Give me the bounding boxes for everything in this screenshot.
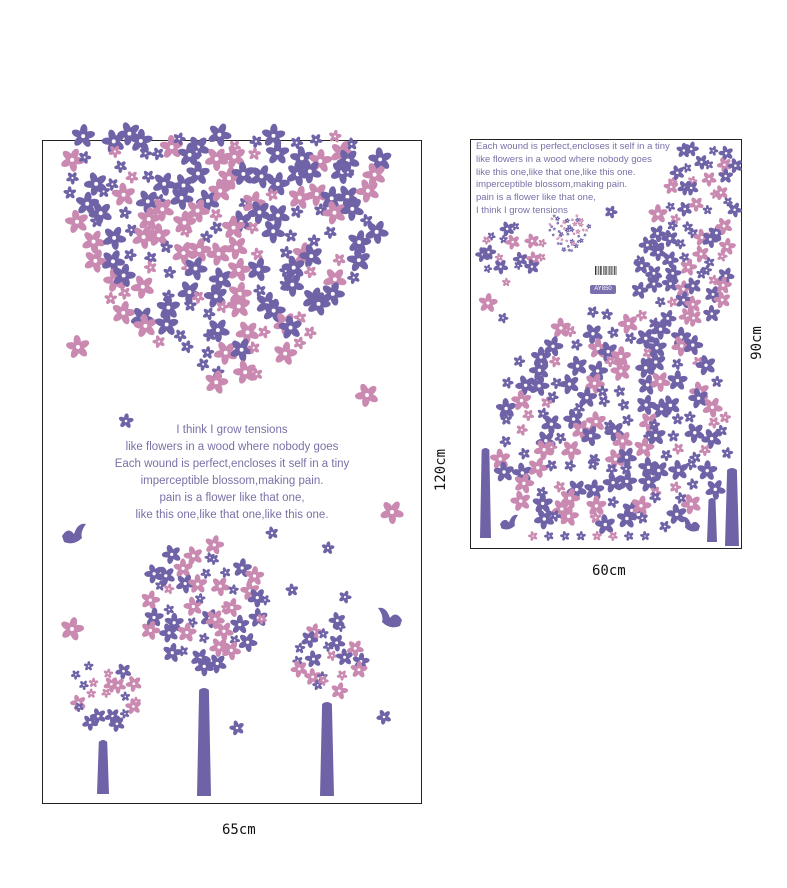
- sheet-flower-icon: [671, 358, 683, 370]
- poem-left-line: like this one,like that one,like this one.: [135, 509, 329, 521]
- loose-flower-icon: [265, 526, 278, 540]
- poem-right-line: imperceptible blossom,making pain.: [476, 179, 628, 191]
- right-width-label: 60cm: [592, 563, 626, 579]
- sheet-flower-icon: [618, 313, 639, 335]
- tree-trunk: [197, 688, 211, 796]
- left-width-label: 65cm: [222, 822, 256, 838]
- sheet-flower-icon: [659, 520, 671, 532]
- tree-flower-icon: [103, 668, 113, 678]
- tree-flower-icon: [198, 632, 209, 643]
- sheet-flower-icon: [671, 413, 684, 425]
- sheet-flower-icon: [692, 245, 710, 263]
- heart-flower-icon: [202, 307, 216, 321]
- tree-flower-icon: [86, 689, 96, 699]
- loose-flower-icon: [321, 541, 335, 554]
- heart-flower-icon: [304, 265, 318, 279]
- preview-flower-icon: [567, 245, 570, 248]
- preview-flower-icon: [548, 229, 551, 232]
- sheet-flower-icon: [499, 435, 512, 447]
- sheet-flower-icon: [598, 395, 610, 408]
- sheet-flower-icon: [522, 409, 535, 421]
- preview-flower-icon: [585, 229, 588, 232]
- bird-icon: [62, 524, 86, 544]
- sheet-flower-icon: [499, 221, 514, 237]
- preview-flower-icon: [552, 233, 555, 236]
- preview-flower-icon: [571, 218, 574, 221]
- heart-flower-icon: [261, 124, 286, 148]
- preview-flower-icon: [572, 232, 575, 235]
- sheet-flower-icon: [505, 234, 521, 250]
- sheet-flower-icon: [607, 326, 619, 339]
- left-height-label: 120cm: [433, 448, 450, 492]
- preview-flower-icon: [560, 224, 563, 227]
- tree-flower-icon: [330, 682, 348, 700]
- heart-flower-icon: [293, 336, 306, 350]
- tree-flower-icon: [140, 590, 160, 611]
- sheet-flower-icon: [668, 459, 690, 481]
- sheet-flower-icon: [688, 196, 704, 212]
- sheet-flower-icon: [677, 201, 693, 217]
- sheet-flower-icon: [497, 312, 508, 323]
- sheet-flower-icon: [622, 414, 634, 427]
- heart-flower-icon: [328, 130, 342, 144]
- sheet-flower-icon: [567, 355, 588, 377]
- preview-flower-icon: [583, 233, 586, 236]
- sheet-flower-icon: [601, 308, 614, 320]
- tree-flower-icon: [238, 632, 258, 652]
- sheet-flower-icon: [613, 385, 625, 398]
- heart-flower-icon: [258, 325, 271, 339]
- tree-flower-icon: [79, 680, 89, 690]
- sheet-flower-icon: [560, 531, 570, 541]
- loose-flower-icon: [376, 709, 392, 725]
- sheet-flower-icon: [680, 258, 698, 276]
- sheet-flower-icon: [696, 460, 718, 481]
- heart-flower-icon: [309, 133, 323, 146]
- heart-flower-icon: [273, 341, 298, 366]
- heart-flower-icon: [114, 160, 128, 173]
- heart-flower-icon: [249, 135, 263, 149]
- sheet-flower-icon: [664, 264, 682, 282]
- barcode-icon: [595, 266, 616, 275]
- heart-flower-icon: [201, 346, 215, 360]
- sheet-flower-icon: [513, 355, 525, 368]
- sheet-flower-icon: [624, 531, 634, 541]
- tree-flower-icon: [248, 608, 269, 628]
- sheet-flower-icon: [516, 424, 528, 437]
- poem-right: [476, 141, 670, 218]
- sheet-flower-icon: [660, 449, 673, 461]
- preview-flower-icon: [563, 227, 566, 230]
- poem-left-line: Each wound is perfect,encloses it self in a tiny: [114, 458, 350, 470]
- tree-flower-icon: [210, 576, 231, 596]
- sheet-flower-icon: [675, 238, 686, 249]
- poem-left-line: I think I grow tensions: [176, 424, 288, 436]
- sheet-flower-icon: [608, 531, 618, 541]
- tree-flower-icon: [84, 661, 94, 671]
- sheet-flower-icon: [513, 472, 534, 494]
- tree-flower-icon: [120, 709, 130, 719]
- sheet-flower-icon: [631, 281, 649, 299]
- sheet-tree-trunk: [707, 498, 717, 542]
- poem-right-line: I think I grow tensions: [476, 204, 568, 216]
- sheet-flower-icon: [560, 440, 582, 461]
- sheet-flower-icon: [524, 233, 539, 249]
- sheet-flower-icon: [672, 443, 685, 455]
- sheet-flower-icon: [708, 146, 718, 156]
- sheet-flower-icon: [483, 264, 492, 273]
- sheet-flower-icon: [489, 448, 511, 469]
- sheet-flower-icon: [702, 205, 712, 215]
- heart-flower-icon: [118, 206, 132, 220]
- heart-flower-icon: [196, 358, 210, 372]
- tree-flower-icon: [183, 545, 203, 566]
- heart-flower-icon: [210, 221, 224, 235]
- sheet-flower-icon: [718, 168, 734, 183]
- sheet-flower-icon: [511, 222, 520, 231]
- tree-flower-icon: [162, 642, 182, 663]
- heart-flower-icon: [139, 146, 152, 160]
- preview-flower-icon: [557, 242, 560, 245]
- poem-right-line: like this one,like that one,like this one.: [476, 166, 636, 178]
- heart-flower-icon: [347, 271, 360, 285]
- heart-flower-icon: [66, 171, 80, 184]
- heart-flower-icon: [152, 335, 165, 349]
- heart-flower-icon: [332, 253, 346, 266]
- heart-flower-icon: [125, 170, 139, 183]
- sheet-flower-icon: [564, 459, 576, 472]
- tree-flower-icon: [304, 650, 322, 668]
- tree-flower-icon: [162, 544, 182, 565]
- heart-flower-icon: [207, 122, 232, 147]
- tree-flower-icon: [88, 678, 98, 688]
- sheet-flower-icon: [586, 306, 599, 318]
- heart-flower-icon: [206, 241, 231, 266]
- preview-flower-icon: [556, 221, 559, 224]
- bird-icon: [500, 515, 518, 530]
- sheet-flower-icon: [721, 447, 733, 460]
- heart-flower-icon: [123, 248, 136, 262]
- preview-flower-icon: [553, 227, 556, 230]
- sheet-flower-icon: [655, 296, 666, 307]
- tree-flower-icon: [125, 675, 142, 692]
- heart-flower-icon: [226, 257, 251, 282]
- sheet-tree-trunk: [725, 468, 739, 546]
- sheet-flower-icon: [570, 338, 582, 351]
- heart-flower-icon: [163, 266, 177, 280]
- preview-flower-icon: [560, 238, 563, 241]
- preview-flower-icon: [586, 224, 591, 230]
- heart-flower-icon: [248, 147, 262, 160]
- poem-left: [42, 422, 422, 524]
- heart-flower-icon: [104, 292, 118, 305]
- poem-left-line: pain is a flower like that one,: [159, 492, 305, 504]
- heart-flower-icon: [284, 229, 298, 242]
- bird-icon: [378, 608, 402, 628]
- sheet-flower-icon: [708, 416, 721, 428]
- sheet-flower-icon: [528, 531, 538, 541]
- tree-flower-icon: [120, 691, 130, 701]
- sheet-flower-icon: [695, 354, 716, 376]
- heart-flower-icon: [204, 370, 229, 395]
- sheet-flower-icon: [554, 480, 566, 493]
- preview-flower-icon: [582, 228, 585, 231]
- sheet-flower-icon: [719, 411, 731, 424]
- sheet-flower-icon: [667, 370, 689, 391]
- heart-flower-icon: [130, 274, 155, 299]
- sheet-tree-trunk: [480, 448, 491, 538]
- tree-flower-icon: [350, 661, 368, 679]
- loose-flower-icon: [60, 616, 85, 641]
- sheet-flower-icon: [478, 293, 499, 313]
- heart-flower-icon: [63, 186, 77, 199]
- tree-flower-icon: [204, 535, 224, 556]
- sheet-flower-icon: [636, 309, 648, 322]
- heart-flower-icon: [173, 329, 187, 342]
- loose-flower-icon: [338, 590, 351, 604]
- sheet-flower-icon: [711, 376, 724, 388]
- heart-flower-icon: [209, 208, 223, 221]
- heart-flower-icon: [324, 226, 338, 239]
- heart-flower-icon: [81, 229, 106, 254]
- preview-flower-icon: [565, 239, 568, 242]
- sheet-flower-icon: [510, 490, 531, 512]
- tree-flower-icon: [200, 568, 211, 579]
- tree-trunk: [320, 702, 334, 796]
- tree-flower-icon: [71, 670, 81, 680]
- tree-flower-icon: [336, 670, 347, 681]
- heart-flower-icon: [180, 340, 193, 354]
- tree-flower-icon: [228, 584, 239, 595]
- poem-right-line: like flowers in a wood where nobody goes: [476, 153, 652, 165]
- sheet-flower-icon: [518, 447, 530, 460]
- sheet-flower-icon: [502, 376, 514, 389]
- poem-right-line: pain is a flower like that one,: [476, 192, 596, 204]
- sheet-flower-icon: [667, 430, 680, 442]
- sheet-flower-icon: [532, 493, 554, 514]
- sheet-flower-icon: [687, 478, 699, 491]
- heart-flower-icon: [226, 294, 251, 319]
- heart-flower-icon: [303, 326, 317, 340]
- heart-flower-icon: [144, 261, 157, 275]
- preview-flower-icon: [575, 229, 580, 234]
- poem-left-line: imperceptible blossom,making pain.: [140, 475, 324, 487]
- sheet-flower-icon: [682, 163, 692, 173]
- preview-flower-icon: [559, 242, 562, 245]
- sheet-flower-icon: [502, 278, 511, 287]
- heart-flower-icon: [118, 287, 132, 300]
- preview-flower-icon: [570, 249, 573, 252]
- loose-flower-icon: [355, 383, 380, 408]
- heart-flower-icon: [71, 124, 96, 149]
- product-code-label: AY850: [590, 285, 616, 294]
- heart-flower-icon: [83, 248, 108, 273]
- heart-flower-icon: [151, 147, 164, 161]
- preview-flower-icon: [556, 237, 559, 240]
- heart-flower-icon: [141, 170, 155, 183]
- heart-flower-icon: [261, 219, 286, 243]
- right-height-label: 90cm: [748, 326, 765, 360]
- sheet-flower-icon: [544, 531, 554, 541]
- preview-flower-icon: [575, 217, 580, 223]
- sheet-flower-icon: [717, 250, 728, 261]
- tree-trunk: [97, 740, 109, 794]
- sheet-flower-icon: [602, 472, 623, 494]
- sheet-flower-icon: [576, 531, 586, 541]
- sheet-flower-icon: [704, 479, 726, 500]
- sheet-flower-icon: [703, 305, 721, 323]
- sheet-flower-icon: [607, 496, 619, 509]
- sheet-flower-icon: [636, 512, 648, 525]
- heart-flower-icon: [102, 225, 127, 250]
- sheet-flower-icon: [493, 259, 509, 275]
- poem-right-line: Each wound is perfect,encloses it self in a tiny: [476, 141, 670, 152]
- tree-flower-icon: [178, 645, 189, 656]
- heart-flower-icon: [65, 209, 90, 234]
- preview-flower-icon: [579, 238, 584, 243]
- tree-flower-icon: [220, 567, 231, 578]
- preview-flower-icon: [577, 235, 580, 238]
- heart-flower-icon: [346, 248, 371, 273]
- sheet-flower-icon: [669, 481, 681, 494]
- sheet-flower-icon: [633, 257, 651, 275]
- sheet-flower-icon: [559, 373, 580, 395]
- sheet-flower-icon: [618, 399, 630, 412]
- loose-flower-icon: [229, 720, 245, 736]
- loose-flower-icon: [65, 335, 90, 360]
- bird-icon: [682, 517, 700, 532]
- preview-flower-icon: [566, 232, 569, 235]
- preview-flower-icon: [548, 223, 551, 226]
- sheet-flower-icon: [701, 171, 717, 186]
- sheet-flower-icon: [683, 411, 696, 423]
- sheet-flower-icon: [538, 239, 547, 248]
- preview-flower-icon: [561, 247, 567, 252]
- poem-left-line: like flowers in a wood where nobody goes: [125, 441, 339, 453]
- sheet-flower-icon: [549, 355, 561, 368]
- loose-flower-icon: [285, 583, 299, 597]
- sheet-flower-icon: [640, 531, 650, 541]
